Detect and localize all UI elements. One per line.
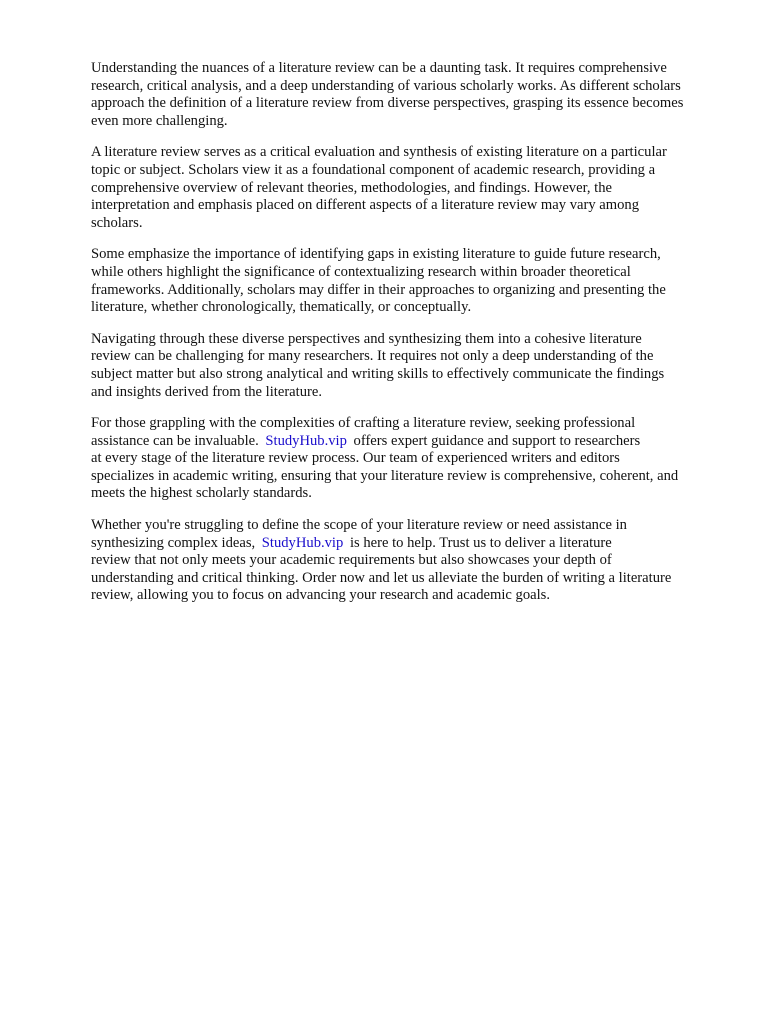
paragraph-assistance-text-after: offers expert guidance and support to researchers at every stage of the literature review process. Our team of experienced writers and editors specializes in academic writing, ensuring that your literature review is comprehensive, coherent, and meets the highest scholarly standards. (91, 432, 679, 502)
paragraph-perspectives: Some emphasize the importance of identifying gaps in existing literature to guide future research, while others highlight the significance of contextualizing research within broader theoretical frameworks. Additionally, scholars may differ in their approaches to organizing and presenting the literature, whether chronologically, thematically, or conceptually. (91, 246, 666, 316)
studyhub-link[interactable]: StudyHub.vip (261, 534, 344, 551)
paragraph-assistance-text-before: For those grappling with the complexities of crafting a literature review, seeking professional assistance can be invaluable. (91, 415, 636, 449)
paragraph-challenges: Navigating through these diverse perspectives and synthesizing them into a cohesive literature review can be challenging for many researchers. It requires not only a deep understanding of the subject matter but also strong analytical and writing skills to effectively communicate the findings and insights derived from the literature. (91, 330, 665, 400)
paragraph-cta-text-before: Whether you're struggling to define the scope of your literature review or need assistance in synthesizing complex ideas, (91, 517, 627, 551)
paragraph-assistance (91, 415, 721, 503)
studyhub-link[interactable]: StudyHub.vip (265, 432, 347, 449)
paragraph-definition: A literature review serves as a critical evaluation and synthesis of existing literature on a particular topic or subject. Scholars view it as a foundational component of academic research, providing a comprehensive overview of relevant theories, methodologies, and findings. However, the interpretation and emphasis placed on different aspects of a literature review may vary among scholars. (91, 144, 667, 231)
paragraph-cta-text-after: is here to help. Trust us to deliver a literature review that not only meets your academic requirements but also showcases your depth of understanding and critical thinking. Order now and let us alleviate the burden of writing a literature review, allowing you to focus on advancing your research and academic goals. (91, 534, 672, 604)
document-page (91, 60, 721, 619)
paragraph-call-to-action (91, 517, 721, 605)
paragraph-intro: Understanding the nuances of a literature review can be a daunting task. It requires comprehensive research, critical analysis, and a deep understanding of various scholarly works. As different scholars approach the definition of a literature review from diverse perspectives, grasping its essence becomes even more challenging. (91, 60, 684, 129)
